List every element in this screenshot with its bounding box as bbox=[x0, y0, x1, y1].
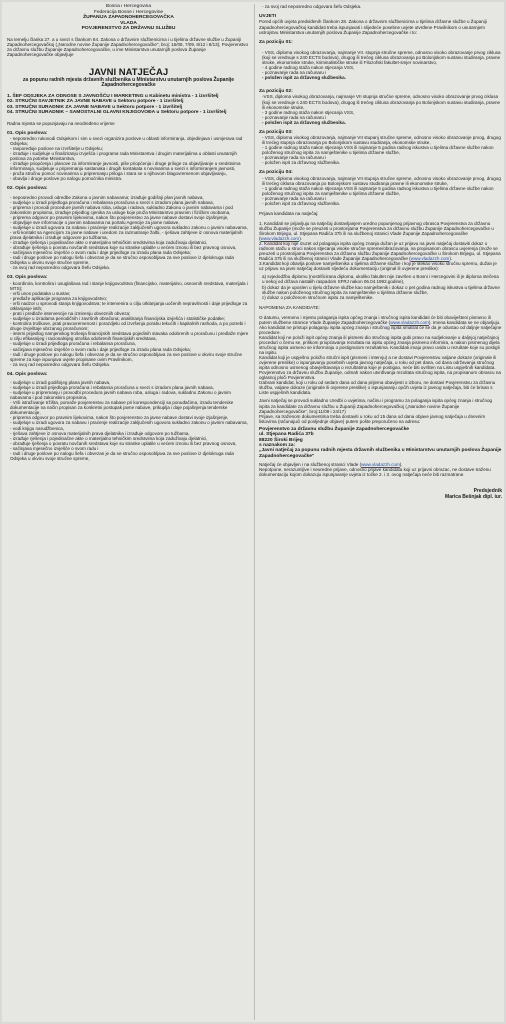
list-item: - predlaže aplikacije programa za knjigovodstvo; bbox=[10, 296, 108, 302]
required-documents-list bbox=[259, 274, 502, 299]
employment-duration: Radna mjesta se popunjavaju na neodređeno vrijeme bbox=[7, 120, 115, 126]
condition-03-heading: Za poziciju 03: bbox=[259, 129, 293, 135]
application-heading: Prijava kandidata na natječaj: bbox=[259, 210, 319, 216]
note-regulation: Javni natječaj se provodi sukladno Uredbi o uvjetima, načinu i programu za polaganja ispita općeg znanja i stručnog ispita za kandidate za državnu službu u Županiji Zapadnohercegovačkoj („Narodne novine Županije Zapadnohercegovačke", broj:11/09 i 24/17) bbox=[259, 398, 493, 414]
list-item: -VSS, diploma visokog obrazovanja, najmanje VII stupnja stručne spreme, odnosno visoko obrazovanje prvog ciklusa (koji se vrednuje s 240 ECTS bodova), drugog ili trećeg ciklusa obrazovanja po Bolonjskom sustavu studiranja, pravne ili ekonomske struke, bbox=[262, 94, 501, 110]
list-item: - obrađuje rješenja o povratu novčanih sredstava koje su stranke uplatile u većem iznosu ili bez pravnog osnova, bbox=[10, 440, 237, 446]
condition-02-list bbox=[259, 94, 502, 119]
list-item: - sudjeluje u izradi prijedloga proračuna i rebalansa proračuna u svezi s izradom plana javnih nabava, bbox=[10, 385, 214, 391]
header-government: VLADA bbox=[120, 20, 137, 26]
duties-01-list bbox=[7, 136, 250, 181]
duties-02-heading: 02. Opis poslova: bbox=[7, 186, 48, 192]
list-item: - obrađuje rješenja o povratu novčanih sredstava koje su stranke uplatile u većem iznosu ili bez pravnog osnova, bbox=[10, 245, 237, 251]
list-item: - vrši nadzor u sprovodi stanja knjigovodstva; te intervenira u cilju otklanjanja uočenih nepravilnosti i daje prijedloge za otklanjanje istih; bbox=[10, 301, 248, 312]
list-item: a) svjedodžbu diplomu (nostrificirana diploma, ukoliko fakultet nije završen u Bosni i Hercegovini ili je diploma stečena u nekoj od država nastalih raspadom SFRJ nakon 06.04.1992.godine), bbox=[262, 274, 499, 285]
condition-02-exam: - položen ispit za državnog službenika. bbox=[262, 119, 346, 125]
list-item: - izrađuje rješenja i pojedinačne akte o materijalno tehničkim sredstvima koja zaduživaju djelatnici, bbox=[10, 240, 208, 246]
list-item: - 3 godine radnog staža nakon stjecanja VSS, bbox=[262, 109, 355, 115]
list-item: - poznavanje rada na računaru i bbox=[262, 155, 327, 161]
list-item: - sudjeluje u izradi prijedloga proračuna i rebalansa proračuna, bbox=[10, 341, 136, 347]
legal-intro: Na temelju članka 27. a u svezi s člankom 84. Zakona o državnim službenicima i u tijelima državne službe u Županiji Zapadnohercegovačkoj („Narodne novine Županije Zapadnohercegovačke", broj: 16/08, 7/09, 8/12 i 8/13), Povjerenstvo za državnu službu Županije Zapadnohercegovačke, u ime Ministarstva unutarnjih poslova Županije Zapadnohercegovačke objavljuje bbox=[7, 36, 248, 57]
document-page bbox=[2, 2, 504, 1022]
header-commission: POVJERENSTVO ZA DRŽAVNU SLUŽBU bbox=[81, 26, 176, 31]
list-item: - položen ispit za državnog službenika. bbox=[262, 160, 341, 166]
list-item: - sačinjava mjesečno izvješće o svom radu i bbox=[10, 445, 99, 451]
list-item: - neposredno rukovodi Odsjekom i sim u svezi organizira poslove u oblasti informiranja, objedinjava i usmjerava rad Odsjeka; bbox=[10, 135, 243, 146]
header-federation: Federacija Bosne i Hercegovine bbox=[93, 9, 164, 15]
note-results-list: Povjerenstvo za državnu službu Županije, odmah nakon utvrđivanja rezultata stručnog ispita, na propisanom obrascu na oglasnoj ploči Povjerenstva. bbox=[259, 370, 501, 381]
condition-04-heading: Za poziciju 04: bbox=[259, 170, 293, 176]
list-item: - vrši unos podataka u sustav; bbox=[10, 290, 71, 296]
list-item: - 1 godine radnog staža nakon stjecanja VSS ili najmanje 5 godina radnog iskustva u tijelima državne službe nakon položenog stručnog ispita za namještenike u tijelima državne službe, bbox=[262, 145, 494, 156]
note-failed-exam: Kandidat koji ne položi ispit općeg znanja ili pismeni dio stručnog ispita gubi pravo na sudjelovanje u daljnjoj natječajnoj proceduri o čemu se, prilikom priopćavanja rezultata na ispitu općeg znanja pismeno informira, a nakon pismenog dijela stručnog ispita usmeno se informiraju o postignutom rezultatima. Kandidati imaju pravo uvida u rezultate koje su postigli na ispitu. bbox=[259, 334, 500, 356]
condition-04-list bbox=[259, 176, 502, 206]
application-item-2: 2. Kandidat koji nije izuzet od polaganja ispita općeg znanja dužan je uz prijavu na javni natječaj dostaviti dokaz o radnom stažu u struci nakon stjecanja visoke stručne spreme/obrazovanja, na propisanom obrascu uvjerenja (može se preuzeti u prostorijama Povjerenstva za državnu službu Županije Zapadnohercegovačke u Širokom Brijegu, ul. Stjepana Radića 37b ili na službenoj stranici Vlade Županije Zapadnohercegovačke (www.vladazzh.com). bbox=[259, 241, 501, 262]
condition-01-heading: Za poziciju 01: bbox=[259, 39, 293, 45]
list-item: - izrađuje priopćenja i planove za informiranje javnosti, piše priopćenja i druge priloge za objavljivanje u sredstvima informiranja, sudjeluje u pripremanju sastanaka i drugih kontakata s novinarima u svezi s informiranjem javnosti, bbox=[10, 161, 241, 172]
condition-01-exam: - položen ispit za državnog službenika. bbox=[262, 75, 346, 81]
list-item: - radi i druge poslove po nalogu šefa i obvezan je da se stručno osposobljava za sve poslove u okviru svoje stručne spreme za koje ispunjava uvjete propisane ovim Pravilnikom, bbox=[10, 351, 243, 362]
list-item: - Vrši istraživanje tržišta, pomaže povjerenstvu za nabave pri korespondenciji sa ponuđačima, izradu tenderske dokumentacije na način propisan za konkretni postupak javne nabave, prikuplja i daje pojašnjenja tenderske dokumentacije, bbox=[10, 400, 234, 416]
note-absence: Ako kandidat ne pristupi polaganju ispita općeg znanja i stručnog ispita smatrat će se da je odustao od daljnje natječajne procedure. bbox=[259, 324, 502, 335]
duties-04-last-item: - za svoj rad neposredno odgovara šefu Odsjeka. bbox=[262, 4, 362, 9]
list-item: - poznavanje rada na računaru i bbox=[262, 195, 327, 201]
duties-04-heading: 04. Opis poslova: bbox=[7, 371, 48, 377]
condition-01-list bbox=[259, 50, 502, 75]
list-item: - sudjeluje u izradi godišnjeg plana javnih nabava, bbox=[10, 380, 111, 386]
position-03: 03. STRUČNI SURADNIK ZA JAVNE NABAVE u Sektoru potpore - 1 izvršitelj bbox=[7, 104, 183, 110]
list-item: - VSS, diploma visokog obrazovanja, najmanje VII stupanj stručne spreme, odnosno visoko obrazovanje prvog, drugog ili trećeg stupnja obrazovanja po Bolonjskom sustavu studiranja, ekonomske struke, bbox=[262, 135, 501, 146]
right-column bbox=[259, 4, 502, 1022]
mailing-address bbox=[259, 427, 502, 459]
application-item-3: 3.Kandidat koji obavlja poslove namještenika u tijelima državne službe i koji je stekao visoku stručnu spremu, dužan je uz prijavu na javni natječaj dostaviti sljedeću dokumentaciju (original ili ovjerene preslike): bbox=[259, 261, 497, 272]
list-item: - koordinira, kontrolira i usuglašava rad i stanje knjigovodstva (financijsko, materijalno, osnovnih sredstava, materijala i MTS); bbox=[10, 280, 248, 291]
position-04: 04. STRUČNI SURADNIK – SAMOSTALNI GLAVNI KNJIGOVOĐA u Sektoru potpore - 1 izvršitelj bbox=[7, 110, 227, 116]
conditions-heading: UVJETI bbox=[259, 14, 277, 20]
list-item: - sačinjava mjesečno izvješće o svom radu i daje prijedloge za izradu plana rada Odsjeka; bbox=[10, 346, 191, 352]
list-item: - priprema odgovor po pravnim lijekovima, nakon što povjerenstvo za javne nabave dostavi svoje izjašnjenje, bbox=[10, 415, 229, 421]
duties-03-list bbox=[7, 281, 250, 367]
list-item: - 4 godine radnog staža nakon stjecanja VSS, bbox=[262, 65, 355, 71]
position-02: 02. STRUČNI SAVJETNIK ZA JAVNE NABAVE u Sektoru potpore - 1 izvršitelj bbox=[7, 99, 184, 105]
list-item: - vrši kontakt sa Agencijom za javne nabave i uredom za razmatranje žalbi, - rješava zahtjeve iz osnova materijalnih prava djelatnika i izrađuje odgovore po tužbama, bbox=[10, 230, 243, 241]
header-country: Bosna i Hercegovina bbox=[105, 4, 152, 9]
note-submission: Prijave, sa traženom dokumentima treba dostaviti u roku od 15 dana od dana objave javnog natječaja u dnevnim listovima (računajući od posljednje objave) putem pošte preporučeno na adresu: bbox=[259, 413, 486, 424]
signature-block bbox=[259, 489, 502, 501]
duties-04-list bbox=[7, 380, 250, 461]
list-item: - vodi knjigu narudžbenica, bbox=[10, 425, 65, 431]
signature-name: Marica Bešnjak dipl. iur. bbox=[445, 494, 502, 501]
list-item: - priprema i provodi procedure javnih nabava roba, usluga i radova, sukladno Zakonu o javnim nabavama i pod zakonskim propisima, izrađuje prijedlog cjenika za usluge koje pruža Ministarstvo pravnim i fizičkim osobama, bbox=[10, 204, 233, 215]
column-divider bbox=[254, 4, 255, 1020]
list-item: - priprema odgovor po pravnim lijekovima, nakon što povjerenstvo za javne nabave dostavi svoje izjašnjenje, bbox=[10, 214, 229, 220]
duties-03-heading: 03. Opis poslova: bbox=[7, 275, 48, 281]
list-item: - izrađuje rješenja i pojedinačne akte o materijalno tehničkim sredstvima koja zaduživaju djelatnici, bbox=[10, 435, 208, 441]
list-item: - radi i druge poslove po nalogu šefa i obvezan je da se stručno osposobljava za sve poslove iz djelokruga rada Odsjeka u okviru svoje stručne spreme, bbox=[10, 255, 234, 266]
list-item: - interni prijedlog namjenskog trošenja financijskih sredstava pojedinih stavaka odobrenih u proračunu i predlaže mjere u cilju efikasnijeg i racionalnijeg utroška odobrenih financijskih sredstava, bbox=[10, 331, 249, 342]
list-item: - VSS, diploma visokog obrazovanja, najmanje VII. stupnja stručne spreme, odnosno visoko obrazovanje prvog ciklusa (koji se vrednuje s 240 ECTS bodova), drugog ili trećeg ciklusa obrazovanja po Bolonjskom sustavu studiranja, pravne struke, ekonomske struke, kriminalističke struke ili Filozofski fakultet-smjer novinarstvo, bbox=[262, 49, 501, 65]
list-item: - sudjeluje u izradi ugovora za nabavu i praćenje realizacije zaključenih ugovora sukladno zakonu o javnim nabavama, bbox=[10, 225, 248, 231]
address-line: 88220 Široki Brijeg bbox=[259, 437, 303, 443]
government-website-link[interactable]: www.vladazzh.com bbox=[390, 319, 429, 325]
list-item: - 1 godina radnog staža nakon stjecanja VSS ili najmanje 5 godina radnog iskustva u tijelima državne službe nakon položenog stručnog ispita za namještenike u tijelima državne službe, bbox=[262, 185, 494, 196]
application-item-1: 1. Kandidati se prijavljuju na natječaj dostavljanjem uredno popunjenog prijavnog obrasca Povjerenstva za državnu službu Županije (može se preuzeti u prostorijama Povjerenstva za državnu službu Županije Zapadnohercegovačke u Širokom Brijegu, ul. Stjepana Radića 37b ili na službenoj stranici Vlade Županije Zapadnohercegovačke (www.vladazzh.com). bbox=[259, 220, 494, 242]
list-item: - rješava zahtjeve iz osnova materijalnih prava djelatnika i izrađuje odgovore po tužbama, bbox=[10, 430, 190, 436]
note-exam-schedule: O datumu, vremenu i mjestu polaganja ispita općeg znanja i stručnog ispita kandidati će biti obaviješteni pismeno ili putem službene stranice Vlade Županije Zapadnohercegovačke (www.vladazzh.com). Imena kandidata se ne objavljuju. bbox=[259, 314, 501, 325]
list-item: - raspoređuje poslove na izvršitelje u Odsjeku; bbox=[10, 146, 104, 152]
government-website-link[interactable]: www.vladazzh.com bbox=[410, 256, 450, 262]
note-publication: Natječaj će objavljen i na službenoj stranici Vlade (www.vladazzh.com). bbox=[259, 462, 403, 468]
duties-02-list bbox=[7, 195, 250, 271]
notice-subtitle: za popunu radnih mjesta državnih službenika u Ministarstvu unutarnjih poslova Županije Zapadnohercegovačke bbox=[22, 76, 235, 89]
header-canton: ŽUPANIJA ZAPADNOHERCEGOVAČKA bbox=[83, 15, 174, 20]
list-item: - objavljuje sve informacije o javnim nabavama na portalu Agencije za javne nabave, bbox=[10, 220, 180, 226]
address-line: s naznakom za: bbox=[259, 442, 296, 448]
issuer-header bbox=[7, 4, 250, 32]
list-item: - položen ispit za državnog službenika. bbox=[262, 200, 341, 206]
list-item: c) dokaz o položenom stručnom ispitu za namještenike. bbox=[262, 294, 374, 300]
list-item: - VSS, diploma visokog obrazovanja, najmanje VII stupnja stručne spreme, odnosno visoko obrazovanje prvog, drugog ili trećeg ciklusa obrazovanja po Bolonjskom sustavu studiranja pravne ili ekonomske struke, bbox=[262, 175, 501, 186]
list-item: b) dokaz da je uposlen u tijelu državne službe kao namještenik i dokaz o pet godina radnog iskustva u tijelima državne službe nakon položenog stručnog ispita za namještenike u tijelima državne službe, bbox=[262, 284, 500, 295]
list-item: - kontrolira troškove, prati pravovremenost i porazdjelu od izvršenja porabu tekućih i kapitalnih rashoda, a po potrebi i druge izvještaje ubrzanog proračunom; bbox=[10, 321, 246, 332]
list-item: - sudjeluje u izradama periodičnih i završnih obračuna; analitiranja financijska izvješća i statističke podatke; bbox=[10, 316, 226, 322]
list-item: - za svoj rad neposredno odgovara Šefu Odsjeka. bbox=[10, 265, 111, 271]
address-line: Povjerenstvo za državnu službu Županije Zapadnohercegovačke bbox=[259, 426, 410, 432]
list-item: - obavlja i druge poslove po nalogu pomoćnika ministra. bbox=[10, 176, 123, 182]
note-proof-deadline: Kandidat koji je uspješno položio stručni ispit (pismeni i intervju) a ne dostavi Povjerenstvu valjane dokaze (originale ili ovjerene preslike) o ispunjavanju posebnih uvjeta javnog natječaja, u roku od pet dana, od dana održavanja stručnog ispita odnosno usmenog obavještavanja o rezultatima koje je postigao, neće biti uvršten na Listu uspješnih kandidata. bbox=[259, 355, 497, 371]
notice-title: JAVNI NATJEČAJ bbox=[88, 66, 169, 78]
list-item: - neposredno provodi odredbe Zakona o javnim nabavama; izrađuje godišnji plan javnih nabava, bbox=[10, 194, 204, 200]
list-item: - sudjeluje u izradi ugovora za nabavu i praćenje realizacije zaključenih ugovora sukladno zakonu o javnim nabavama, bbox=[10, 420, 248, 426]
list-item: - sudjeluje u izradi prijedloga proračuna i rebalansa proračuna u svezi s izradom plana javnih nabava, bbox=[10, 199, 214, 205]
list-item: - poznavanje rada na računaru i bbox=[262, 70, 327, 76]
position-01: 1. ŠEF ODSJEKA ZA ODNOSE S JAVNOŠĆU I MARKETING u Kabinetu ministra - 1 izvršitelj bbox=[7, 93, 219, 99]
list-item: - sudjeluje u pripremanju i provodbi procedura javnih nabava roba, usluga i radova, sukladno Zakonu o javnim nabavama i pod zakonskim propisima, bbox=[10, 390, 231, 401]
list-item: - poznavanje rada na računaru i bbox=[262, 114, 327, 120]
signature-role: Predsjednik bbox=[473, 488, 502, 495]
conditions-intro: Pored općih uvjeta predviđenih člankom 28. Zakona o državnim službenicima u tijelima državne službe u Županiji Zapadnohercegovačkoj kandidati treba ispunjavati i slijedeće posebne uvjete utvrđene Pravilnikom o unutarnjem ustrojstvu Ministarstva unutarnjih poslova Županije Zapadnohercegovačke i to: bbox=[259, 19, 487, 35]
duties-01-heading: 01. Opis poslova: bbox=[7, 130, 48, 136]
government-website-link[interactable]: www.vladazzh.com bbox=[361, 462, 400, 468]
condition-02-heading: Za poziciju 02: bbox=[259, 89, 293, 95]
government-website-link[interactable]: www.vladazzh.com bbox=[260, 236, 300, 242]
address-line: ul. Stjepana Radića 37b bbox=[259, 432, 314, 438]
note-selected-candidate: Izabrani kandidat, koji u roku od sedam dana od dana prijema obavijesti o izboru, ne dostavi Povjerenstvu za državnu službu, valjane dokaze (originale ili ovjerene preslike) o ispunjavanju općih uvjeta iz javnog natječaja, biti će brisan s Liste uspješnih kandidata. bbox=[259, 380, 496, 396]
note-heading: NAPOMENA ZA KANDIDATE: bbox=[259, 304, 320, 310]
address-line: „Javni natječaj za popunu radnih mjesta državnih službenika u Ministarstvu unutarnjih poslova Županije Zapadnohercegovačke" bbox=[259, 448, 502, 459]
list-item: - za svoj rad neposredno odgovara Šefu Odsjeka. bbox=[10, 361, 111, 367]
list-item: - sačinjava mjesečno izvješće o svom radu i daje prijedloge za izradu plana rada Odsjeka; bbox=[10, 250, 191, 256]
left-column bbox=[7, 4, 250, 1022]
list-item: - pruža stručnu pomoć novinarima u pripremanju priloga i stara se o njihovom blagovremenom objavljivanju, bbox=[10, 171, 227, 177]
list-item: - prati i predlaže intervencije na izmirenju obvezniih obveza; bbox=[10, 311, 131, 317]
list-item: - izrađuje i sudjeluje u finaliziranju izvješća i programa rada Ministarstva i drugim materijalima u oblasti unutarnjih poslova za potrebe Ministarstva, bbox=[10, 151, 237, 162]
list-item: - radi i druge poslove po nalogu šefa i obvezan je da se stručno osposobljava za sve poslove iz djelokruga rada Odsjeka u okviru svoje stručne spreme, bbox=[10, 450, 234, 461]
condition-03-list bbox=[259, 135, 502, 165]
note-incomplete: Nepotpune, nerazumljive i neuredne prijave, odnosno prijave kandidata koji uz prijavni obrazac, ne dostave traženu dokumentaciju kojom dokazuju ispunjavanje uvjeta iz točke 2. i 3. ovog natječaja neće biti razmatrane. bbox=[259, 467, 491, 478]
